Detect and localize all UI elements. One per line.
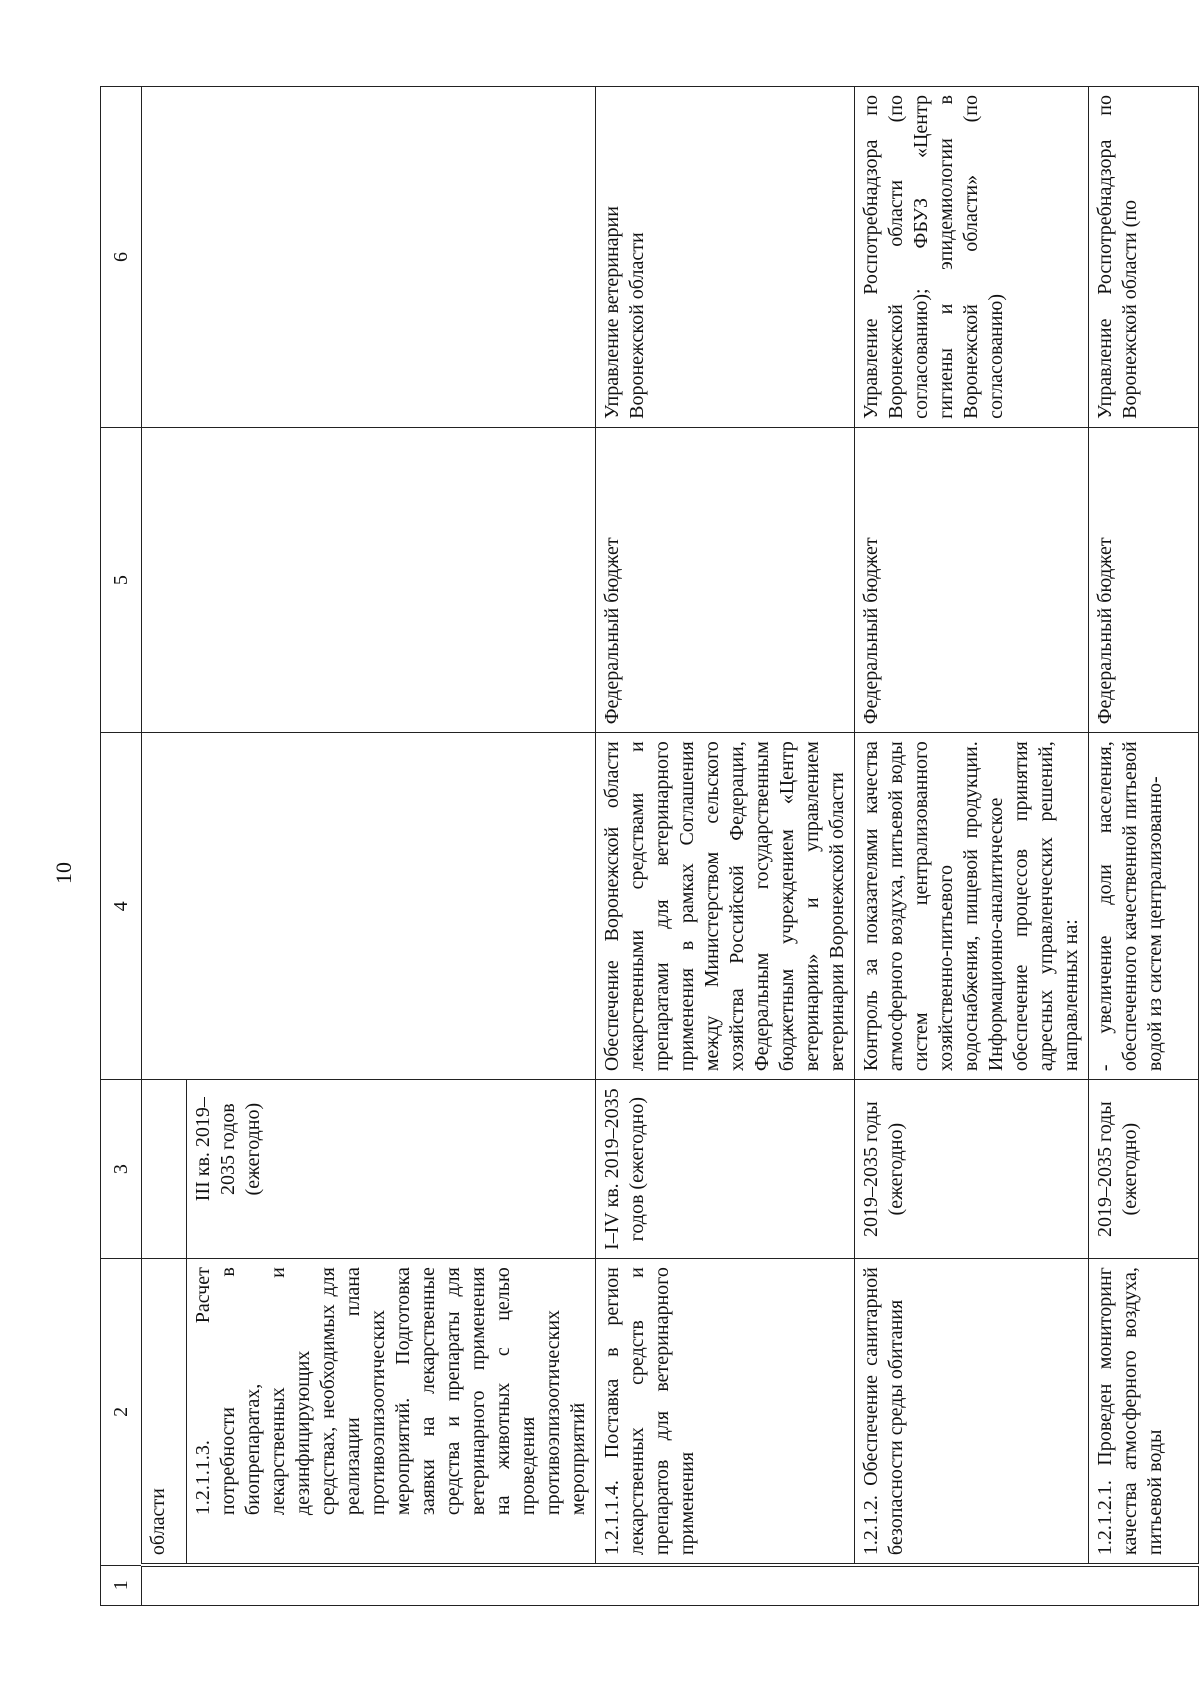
row-col-1 — [142, 1565, 1199, 1605]
header-col-1: 1 — [101, 1565, 142, 1605]
row1-col2-continuation: области — [142, 1259, 187, 1563]
header-row — [101, 87, 142, 1606]
row2-col-3: I–IV кв. 2019–2035 годов (ежегодно) — [596, 1080, 855, 1259]
row2-col-5: Федеральный бюджет — [596, 427, 855, 732]
rotated-table-container — [100, 86, 1166, 1606]
table-row — [596, 87, 855, 1606]
row3-col-2: 1.2.1.2. Обеспечение санитарной безопасности среды обитания — [855, 1259, 1089, 1565]
row1-col2-text: 1.2.1.1.3. Расчет потребности в биопрепаратах, лекарственных и дезинфицирующих средствах, необходимых для реализации плана противоэпизоотических мероприятий. Подготовка заявки на лекарственные средства и препараты для ветеринарного применения на животных с целью проведения противоэпизоотических мероприятий — [192, 1267, 589, 1516]
row1-col3-continuation — [142, 1080, 187, 1258]
row2-col-4: Обеспечение Воронежской области лекарственными средствами и препаратами для ветеринарного применения в рамках Соглашения между Министерством сельского хозяйства Российской Федерации, Федеральным государственным бюджетным учреждением «Центр ветеринарии» и управлением ветеринарии Воронежской области — [596, 733, 855, 1080]
table-row — [1089, 87, 1199, 1606]
row1-col-6 — [142, 87, 596, 428]
row4-col-2: 1.2.1.2.1. Проведен мониторинг качества атмосферного воздуха, питьевой воды — [1089, 1259, 1199, 1565]
row4-col-5: Федеральный бюджет — [1089, 427, 1199, 732]
table-row — [855, 87, 1089, 1606]
row4-col-6: Управление Роспотребнадзора по Воронежской области (по — [1089, 87, 1199, 428]
table-row — [142, 87, 596, 1606]
row4-col-3: 2019–2035 годы (ежегодно) — [1089, 1080, 1199, 1259]
row3-col-5: Федеральный бюджет — [855, 427, 1089, 732]
header-col-2: 2 — [101, 1259, 142, 1565]
row1-col-3 — [142, 1080, 596, 1259]
row1-col3-text: III кв. 2019–2035 годов (ежегодно) — [192, 1097, 264, 1202]
row3-col-4: Контроль за показателями качества атмосферного воздуха, питьевой воды систем централизованного хозяйственно-питьевого водоснабжения, пищевой продукции. Информационно-аналитическое обеспечение процессов принятия адресных управленческих решений, направленных на: — [855, 733, 1089, 1080]
header-col-6: 6 — [101, 87, 142, 428]
header-col-4: 4 — [101, 733, 142, 1080]
plan-table — [100, 86, 1199, 1606]
page-number: 10 — [51, 862, 76, 884]
row1-col-5 — [142, 427, 596, 732]
row4-col-4: - увеличение доли населения, обеспеченного качественной питьевой водой из систем централизованно- — [1089, 733, 1199, 1080]
row3-col-3: 2019–2035 годы (ежегодно) — [855, 1080, 1089, 1259]
header-col-3: 3 — [101, 1080, 142, 1259]
row2-col-6: Управление ветеринарии Воронежской области — [596, 87, 855, 428]
row1-col-2 — [142, 1259, 596, 1565]
header-col-5: 5 — [101, 427, 142, 732]
row2-col-2: 1.2.1.1.4. Поставка в регион лекарственных средств и препаратов для ветеринарного применения — [596, 1259, 855, 1565]
row3-col-6: Управление Роспотребнадзора по Воронежской области (по согласованию); ФБУЗ «Центр гигиены и эпидемиологии в Воронежской области» (по согласованию) — [855, 87, 1089, 428]
row1-col-4 — [142, 733, 596, 1080]
